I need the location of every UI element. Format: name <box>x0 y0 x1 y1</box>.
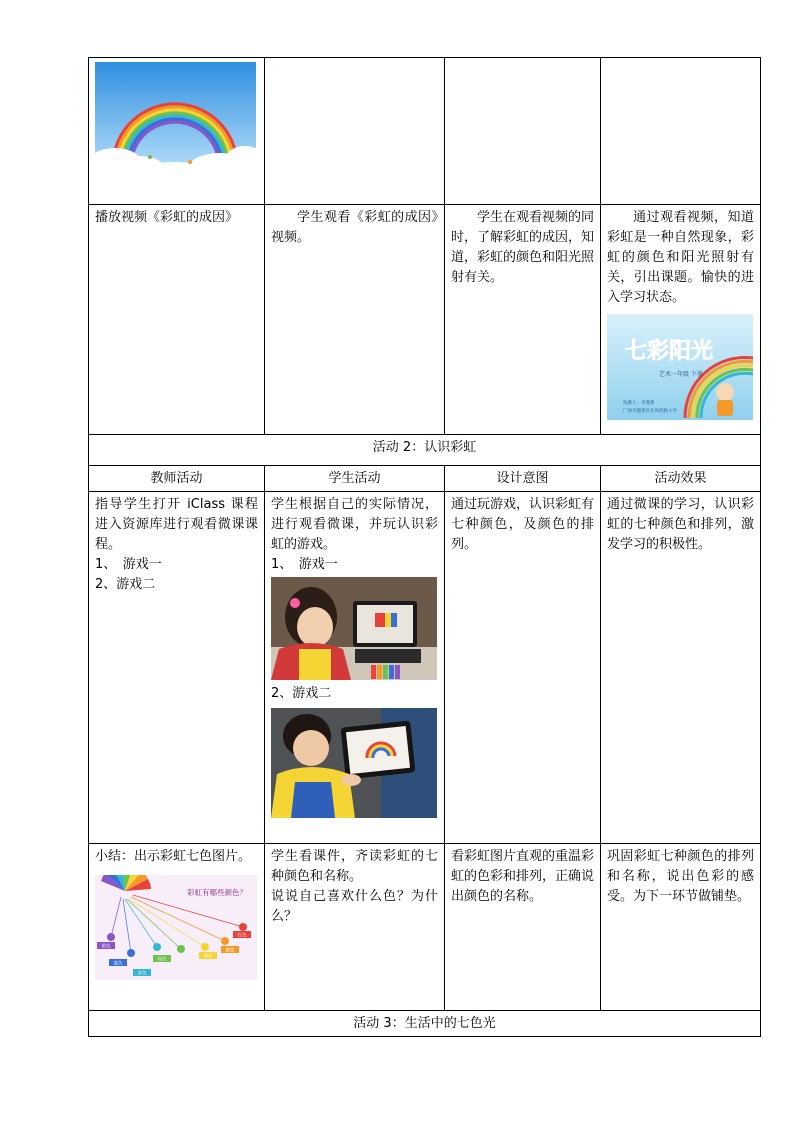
activity-effect-text: 巩固彩虹七种颜色的排列和名称，说出色彩的感受。为下一环节做铺垫。 <box>607 849 754 904</box>
design-intent-text: 看彩虹图片直观的重温彩虹的色彩和排列，正确说出颜色的名称。 <box>451 849 595 904</box>
rainbow-colors-chart-image <box>95 875 258 980</box>
course-cover-image <box>607 314 754 420</box>
activity3-section-title: 活动 3：生活中的七色光 <box>89 1011 761 1037</box>
game1-photo <box>271 577 438 680</box>
cover-author: 执教人：李燕燕 <box>623 401 655 406</box>
design-intent-cell <box>445 205 601 435</box>
column-header-row <box>89 466 761 492</box>
student-activity-cell <box>265 492 445 844</box>
teacher-activity-text: 小结：出示彩虹七色图片。 <box>95 849 252 864</box>
activity3-section-row <box>89 1011 761 1037</box>
cover-subtitle: 艺术一年级 下册 <box>659 371 703 378</box>
activity-effect-cell <box>601 844 761 1011</box>
teacher-activity-cell <box>89 844 265 1011</box>
empty-cell <box>265 58 445 205</box>
teacher-activity-line: 指导学生打开 iClass 课程进入资源库进行观看微课课程。 <box>95 497 258 552</box>
student-activity-line: 学生看课件，齐读彩虹的七种颜色和名称。 <box>271 849 438 884</box>
lesson-plan-table <box>88 57 761 1037</box>
header-design: 设计意图 <box>445 466 601 492</box>
color-label-cyan: 青色 <box>137 971 147 977</box>
teacher-activity-text: 播放视频《彩虹的成因》 <box>95 210 239 225</box>
rainbow-sky-image <box>95 62 258 179</box>
activity2-section-title: 活动 2：认识彩虹 <box>89 435 761 466</box>
color-label-yellow: 黄色 <box>203 954 213 960</box>
cover-school: 广州市越秀区东风西路小学 <box>623 409 677 414</box>
game1-label: 1、 游戏一 <box>271 557 338 572</box>
video-row <box>89 205 761 435</box>
color-label-orange: 橙色 <box>225 948 235 954</box>
header-student: 学生活动 <box>265 466 445 492</box>
design-intent-cell <box>445 492 601 844</box>
design-intent-text: 学生在观看视频的同时，了解彩虹的成因，知道，彩虹的颜色和阳光照射有关。 <box>451 210 595 285</box>
empty-cell <box>445 58 601 205</box>
activity2-section-row <box>89 435 761 466</box>
color-label-red: 红色 <box>237 933 247 939</box>
game2-photo <box>271 708 438 818</box>
teacher-activity-line: 2、游戏二 <box>95 577 156 592</box>
student-activity-text: 学生根据自己的实际情况，进行观看微课，并玩认识彩虹的游戏。 <box>271 497 438 552</box>
header-teacher: 教师活动 <box>89 466 265 492</box>
chart-title: 彩虹有哪些颜色？ <box>187 888 247 897</box>
game2-label: 2、游戏二 <box>271 686 332 701</box>
activity-effect-text: 通过观看视频，知道彩虹是一种自然现象，彩虹的颜色和阳光照射有关，引出课题。愉快的进入学习状态。 <box>607 210 754 305</box>
cover-title: 七彩阳光 <box>624 339 714 364</box>
activity-effect-cell <box>601 205 761 435</box>
student-activity-line: 说说自己喜欢什么色？为什么？ <box>271 889 438 924</box>
rainbow-image-row <box>89 58 761 205</box>
activity-effect-text: 通过微课的学习，认识彩虹的七种颜色和排列，激发学习的积极性。 <box>607 497 754 552</box>
design-intent-cell <box>445 844 601 1011</box>
color-label-purple: 紫色 <box>101 944 111 950</box>
student-activity-text: 学生观看《彩虹的成因》视频。 <box>271 210 438 245</box>
empty-cell <box>601 58 761 205</box>
header-effect: 活动效果 <box>601 466 761 492</box>
color-label-green: 绿色 <box>157 957 167 963</box>
teacher-activity-line: 1、 游戏一 <box>95 557 162 572</box>
activity2-row <box>89 492 761 844</box>
teacher-activity-cell <box>89 492 265 844</box>
student-activity-cell <box>265 205 445 435</box>
student-activity-cell <box>265 844 445 1011</box>
summary-row <box>89 844 761 1011</box>
rainbow-image-cell <box>89 58 265 205</box>
design-intent-text: 通过玩游戏，认识彩虹有七种颜色，及颜色的排列。 <box>451 497 595 552</box>
color-label-blue: 蓝色 <box>113 961 123 967</box>
teacher-activity-cell <box>89 205 265 435</box>
activity-effect-cell <box>601 492 761 844</box>
